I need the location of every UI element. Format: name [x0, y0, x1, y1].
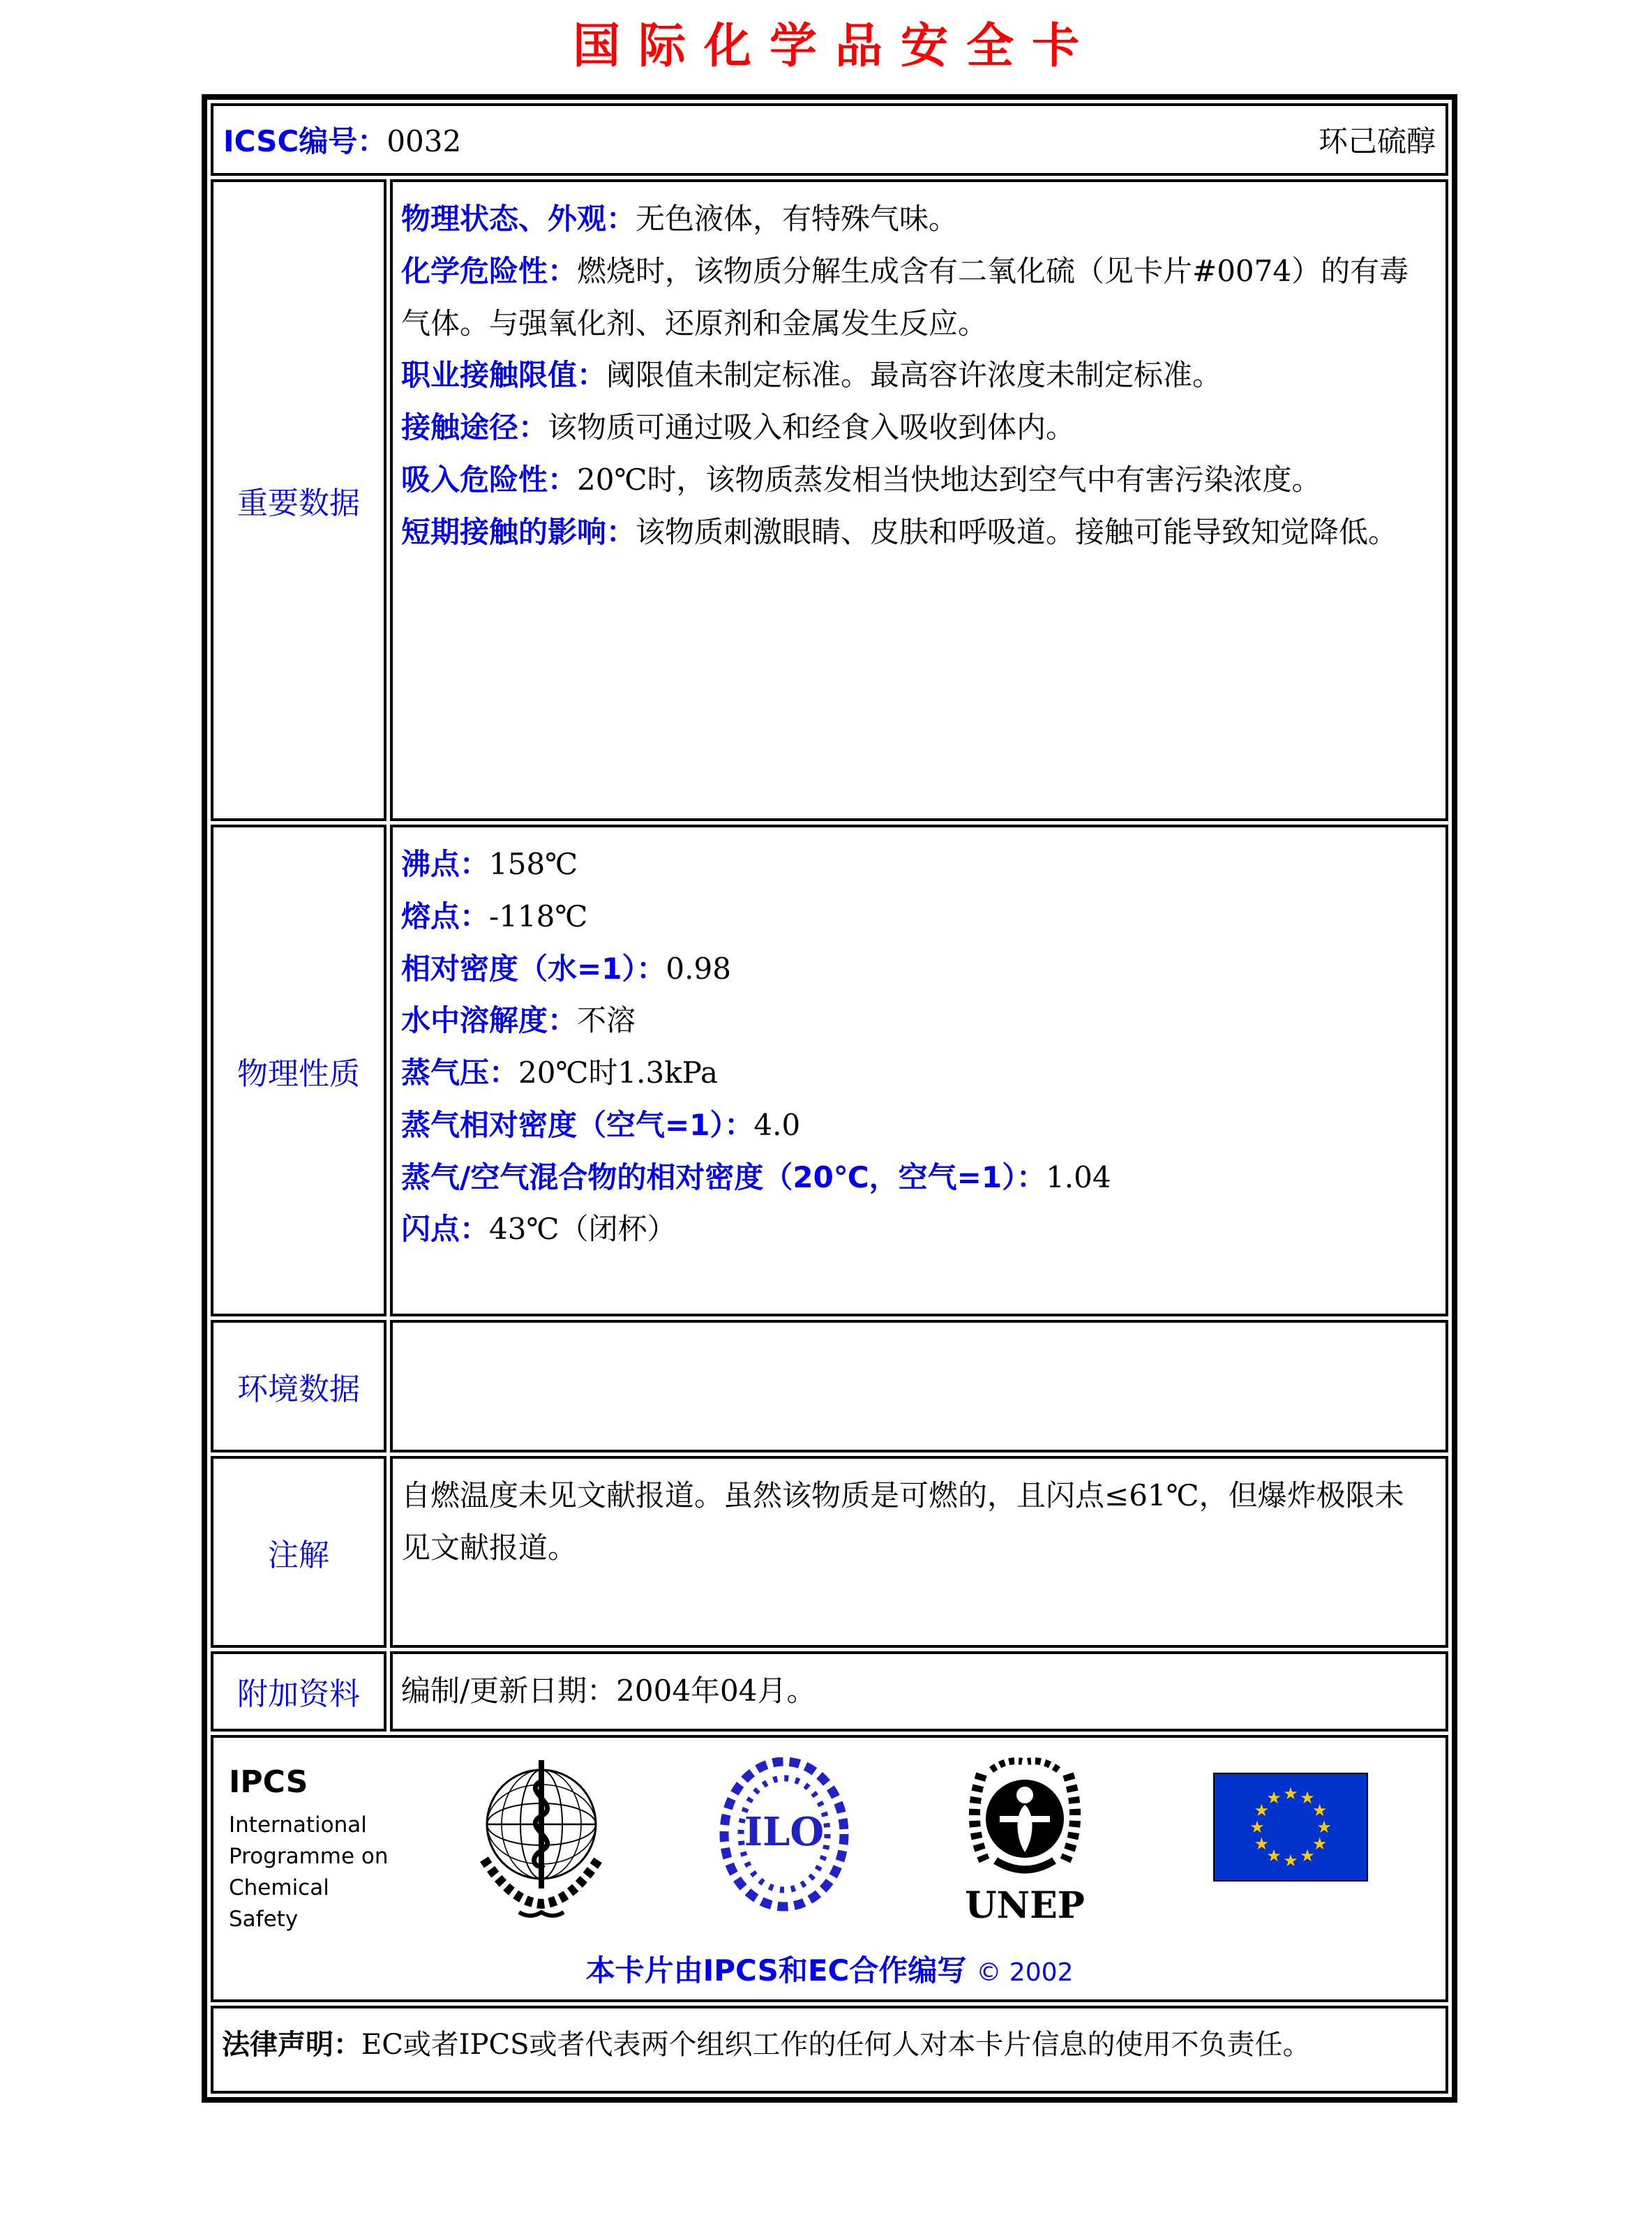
item-label: 接触途径： — [401, 410, 548, 444]
physical-properties-label: 物理性质 — [211, 825, 386, 1316]
icsc-number-value: 0032 — [386, 124, 462, 158]
physical-property-item — [401, 1152, 1433, 1204]
item-label: 沸点： — [401, 847, 490, 881]
additional-info-content — [390, 1651, 1448, 1732]
item-label: 蒸气压： — [401, 1056, 519, 1090]
item-text: 158℃ — [489, 847, 578, 881]
important-data-label: 重要数据 — [211, 179, 386, 821]
svg-text:★: ★ — [1254, 1800, 1270, 1820]
eu-flag-icon — [1213, 1773, 1368, 1882]
svg-text:★: ★ — [1254, 1833, 1270, 1854]
logos-cell — [211, 1735, 1448, 2002]
legal-text: EC或者IPCS或者代表两个组织工作的任何人对本卡片信息的使用不负责任。 — [361, 2028, 1311, 2061]
ipcs-line3: Chemical Safety — [229, 1875, 329, 1932]
important-data-item — [401, 193, 1433, 246]
svg-text:★: ★ — [1316, 1817, 1332, 1837]
credit-line — [213, 1948, 1446, 1990]
environmental-data-label: 环境数据 — [211, 1320, 386, 1452]
update-date-text: 编制/更新日期：2004年04月。 — [401, 1674, 816, 1708]
organization-logos — [213, 1745, 1446, 1935]
item-label: 水中溶解度： — [401, 1003, 578, 1038]
important-data-item — [401, 402, 1433, 454]
important-data-row — [211, 179, 1448, 821]
who-logo-icon — [470, 1755, 613, 1922]
unep-logo-text: UNEP — [965, 1884, 1085, 1927]
ipcs-line2: Programme on — [229, 1843, 389, 1869]
ipcs-text-block — [229, 1755, 403, 1935]
logos-row — [211, 1735, 1448, 2002]
item-label: 吸入危险性： — [401, 462, 578, 497]
item-text: 不溶 — [577, 1003, 636, 1038]
icsc-number-label: ICSC编号： — [223, 124, 387, 158]
legal-cell — [211, 2006, 1448, 2094]
item-text: 燃烧时，该物质分解生成含有二氧化硫（见卡片#0074）的有毒气体。与强氧化剂、还原剂和金属发生反应。 — [401, 253, 1409, 340]
ilo-logo-icon — [718, 1757, 850, 1914]
svg-text:★: ★ — [1283, 1850, 1298, 1870]
header-cell — [211, 103, 1448, 176]
ipcs-acronym: IPCS — [229, 1764, 308, 1800]
item-label: 相对密度（水=1）： — [401, 951, 666, 986]
ipcs-line1: International — [229, 1812, 367, 1838]
icsc-card-table — [202, 94, 1457, 2103]
svg-text:★: ★ — [1300, 1787, 1315, 1808]
icsc-number-group — [223, 119, 461, 160]
item-text: 43℃（闭杯） — [489, 1212, 677, 1247]
additional-info-label: 附加资料 — [211, 1651, 386, 1732]
copyright-text: © 2002 — [976, 1958, 1074, 1987]
item-label: 熔点： — [401, 899, 490, 933]
important-data-content — [390, 179, 1448, 821]
item-label: 蒸气/空气混合物的相对密度（20℃，空气=1）： — [401, 1159, 1046, 1194]
item-label: 职业接触限值： — [401, 358, 607, 393]
physical-property-item — [401, 943, 1433, 996]
important-data-item — [401, 506, 1433, 559]
svg-text:★: ★ — [1266, 1787, 1282, 1808]
legal-label: 法律声明： — [222, 2028, 361, 2061]
notes-text: 自燃温度未见文献报道。虽然该物质是可燃的，且闪点≤61℃，但爆炸极限未见文献报道。 — [401, 1478, 1404, 1565]
svg-text:★: ★ — [1300, 1845, 1315, 1865]
item-text: 4.0 — [753, 1107, 801, 1142]
item-label: 物理状态、外观： — [401, 202, 636, 236]
ilo-logo-text: ILO — [744, 1808, 825, 1855]
environmental-data-content — [390, 1320, 1448, 1452]
physical-property-item — [401, 995, 1433, 1047]
item-text: 0.98 — [666, 951, 731, 986]
important-data-item — [401, 350, 1433, 402]
important-data-item — [401, 454, 1433, 506]
physical-properties-row — [211, 825, 1448, 1316]
physical-properties-content — [390, 825, 1448, 1316]
physical-property-item — [401, 839, 1433, 891]
page-title: 国际化学品安全卡 — [572, 19, 1097, 74]
svg-text:★: ★ — [1312, 1833, 1328, 1854]
item-text: 无色液体，有特殊气味。 — [636, 202, 959, 236]
item-text: 20℃时1.3kPa — [518, 1056, 719, 1090]
item-label: 蒸气相对密度（空气=1）： — [401, 1107, 754, 1142]
environmental-data-row — [211, 1320, 1448, 1452]
header-row — [211, 103, 1448, 176]
physical-property-item — [401, 1203, 1433, 1256]
notes-row — [211, 1456, 1448, 1648]
svg-text:★: ★ — [1312, 1800, 1328, 1820]
item-text: 20℃时，该物质蒸发相当快地达到空气中有害污染浓度。 — [577, 462, 1321, 497]
item-label: 短期接触的影响： — [401, 514, 636, 549]
item-text: 阈限值未制定标准。最高容许浓度未制定标准。 — [606, 358, 1222, 393]
unep-logo-icon — [955, 1755, 1095, 1929]
physical-property-item — [401, 891, 1433, 943]
icsc-page — [0, 8, 1652, 2238]
additional-info-row — [211, 1651, 1448, 1732]
physical-property-item — [401, 1047, 1433, 1099]
svg-text:★: ★ — [1283, 1783, 1298, 1803]
item-text: 该物质可通过吸入和经食入吸收到体内。 — [548, 410, 1076, 444]
notes-label: 注解 — [211, 1456, 386, 1648]
item-label: 化学危险性： — [401, 253, 578, 288]
chemical-name: 环己硫醇 — [1318, 124, 1436, 158]
physical-property-item — [401, 1099, 1433, 1152]
item-text: 1.04 — [1046, 1159, 1111, 1194]
important-data-item — [401, 246, 1433, 350]
svg-text:★: ★ — [1266, 1845, 1282, 1865]
svg-text:★: ★ — [1249, 1817, 1265, 1837]
legal-row — [211, 2006, 1448, 2094]
notes-content — [390, 1456, 1448, 1648]
item-text: -118℃ — [489, 899, 588, 933]
item-label: 闪点： — [401, 1212, 490, 1247]
credit-text: 本卡片由IPCS和EC合作编写 — [585, 1953, 967, 1988]
item-text: 该物质刺激眼睛、皮肤和呼吸道。接触可能导致知觉降低。 — [636, 514, 1398, 549]
